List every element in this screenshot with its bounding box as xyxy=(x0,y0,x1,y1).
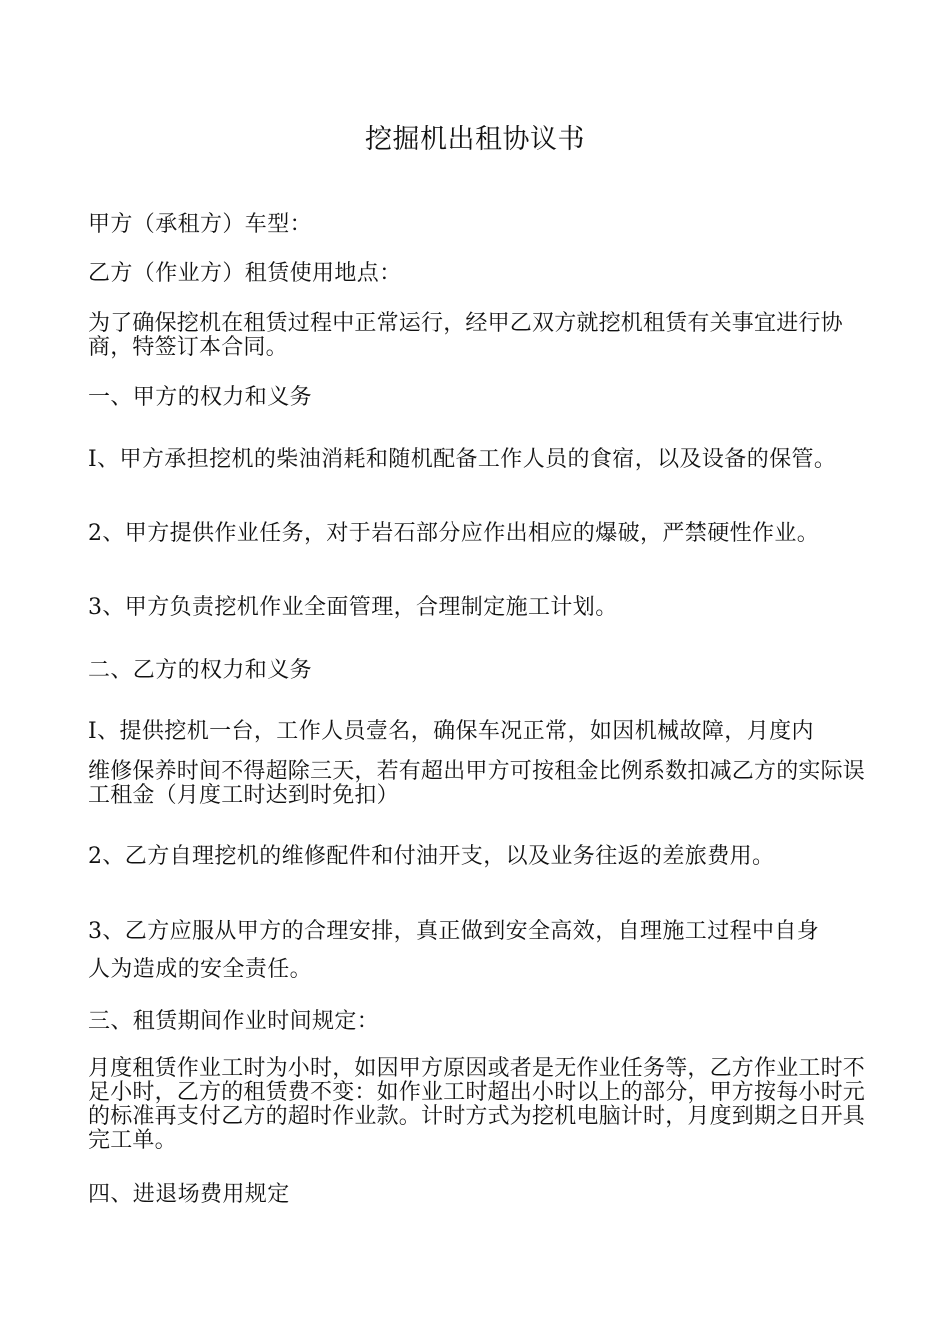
party-b-line: 乙方（作业方）租赁使用地点： xyxy=(88,261,402,286)
section1-item2: 2、甲方提供作业任务，对于岩石部分应作出相应的爆破，严禁硬性作业。 xyxy=(88,521,820,546)
section1-heading: 一、甲方的权力和义务 xyxy=(88,385,313,410)
section2-item1-line1: I、提供挖机一台，工作人员壹名，确保车况正常，如因机械故障，月度内 xyxy=(88,719,814,744)
document-title: 挖掘机出租协议书 xyxy=(365,124,585,155)
section4-heading: 四、进退场费用规定 xyxy=(88,1182,290,1207)
section2-heading: 二、乙方的权力和义务 xyxy=(88,658,313,683)
intro-paragraph: 为了确保挖机在租赁过程中正常运行，经甲乙双方就挖机租赁有关事宜进行协商，特签订本合同。 xyxy=(88,311,843,360)
section1-item3: 3、甲方负责挖机作业全面管理，合理制定施工计划。 xyxy=(88,595,618,620)
section1-item1: I、甲方承担挖机的柴油消耗和随机配备工作人员的食宿，以及设备的保管。 xyxy=(88,447,837,472)
section2-item2: 2、乙方自理挖机的维修配件和付油开支，以及业务往返的差旅费用。 xyxy=(88,844,775,869)
section3-heading: 三、租赁期间作业时间规定： xyxy=(88,1009,380,1034)
section2-item3-line2: 人为造成的安全责任。 xyxy=(88,957,313,982)
section2-item3-line1: 3、乙方应服从甲方的合理安排，真正做到安全高效，自理施工过程中自身 xyxy=(88,919,820,944)
party-a-line: 甲方（承租方）车型： xyxy=(88,212,313,237)
section3-body: 月度租赁作业工时为小时，如因甲方原因或者是无作业任务等，乙方作业工时不足小时，乙方的租赁费不变：如作业工时超出小时以上的部分，甲方按每小时元的标准再支付乙方的超时作业款。计时方式为挖机电脑计时，月度到期之日开具完工单。 xyxy=(88,1056,866,1153)
section2-item1-line2: 维修保养时间不得超除三天，若有超出甲方可按租金比例系数扣减乙方的实际误工租金（月度工时达到时免扣） xyxy=(88,759,866,808)
